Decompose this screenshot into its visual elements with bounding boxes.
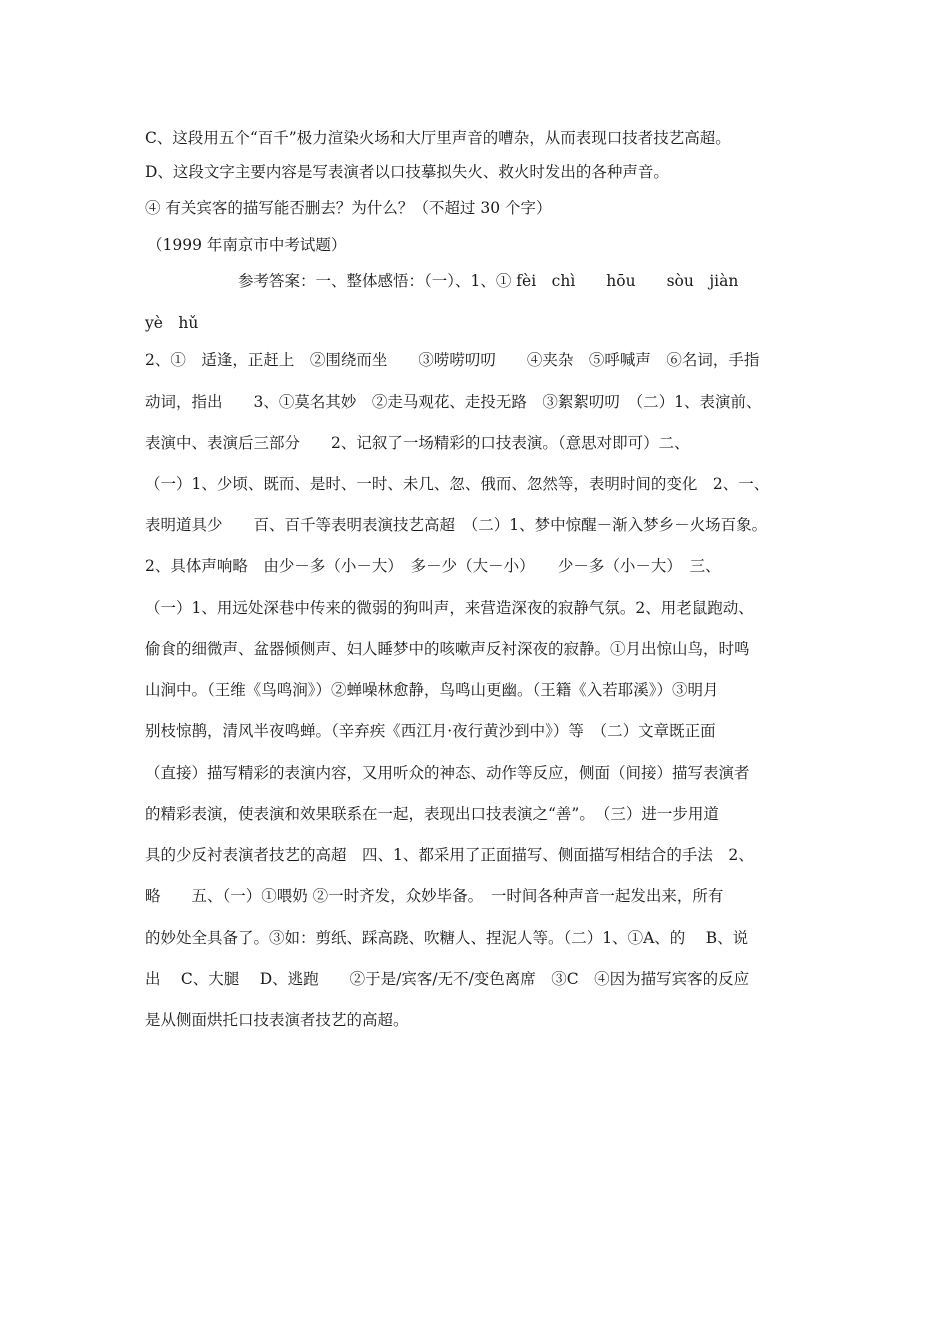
answer-text-line: 偷食的细微声、盆器倾侧声、妇人睡梦中的咳嗽声反衬深夜的寂静。①月出惊山鸟，时鸣 [145,640,750,658]
answer-text-line: 的妙处全具备了。③如：剪纸、踩高跷、吹糖人、捏泥人等。（二）1、①A、的 B、说 [145,929,749,947]
answer-text-line: （一）1、少顷、既而、是时、一时、未几、忽、俄而、忽然等，表明时间的变化 2、一、 [145,475,770,493]
answer-text-line: （一）1、用远处深巷中传来的微弱的狗叫声，来营造深夜的寂静气氛。2、用老鼠跑动、 [145,599,754,617]
answer-text-line: 表明道具少 百、百千等表明表演技艺高超 （二）1、梦中惊醒－渐入梦乡－火场百象。 [145,516,768,534]
answer-text-line: 别枝惊鹊，清风半夜鸣蝉。（辛弃疾《西江月·夜行黄沙到中》）等 （二）文章既正面 [145,722,716,740]
answer-text-line: 的精彩表演，使表演和效果联系在一起，表现出口技表演之“善”。 （三）进一步用道 [145,805,719,823]
answer-text-line: 山涧中。（王维《鸟鸣涧》）②蝉噪林愈静，鸟鸣山更幽。（王籍《入若耶溪》）③明月 [145,681,719,699]
answers-heading-line: 参考答案：一、整体感悟：（一）、1、① fèi chì hōu sòu jiàn [238,272,739,290]
answer-text-line: 2、具体声响略 由少－多（小－大） 多－少（大－小） 少－多（小－大） 三、 [145,557,721,575]
answer-text-line: 是从侧面烘托口技表演者技艺的高超。 [145,1011,409,1029]
answer-text-line: 略 五、（一）①喂奶 ②一时齐发，众妙毕备。 一时间各种声音一起发出来，所有 [145,887,724,905]
answer-text-line: 出 C、大腿 D、逃跑 ②于是/宾客/无不/变色离席 ③C ④因为描写宾客的反应 [145,970,750,988]
answer-text-line: 动词，指出 3、①莫名其妙 ②走马观花、走投无路 ③絮絮叨叨 （二）1、表演前、 [145,393,762,411]
answer-text-line: 具的少反衬表演者技艺的高超 四、1、都采用了正面描写、侧面描写相结合的手法 2、 [145,846,754,864]
pinyin-continuation-line: yè hǔ [145,314,199,332]
answer-text-line: （直接）描写精彩的表演内容，又用听众的神态、动作等反应，侧面（间接）描写表演者 [145,764,750,782]
option-d-line: D、这段文字主要内容是写表演者以口技摹拟失火、救火时发出的各种声音。 [145,163,669,181]
question-4-line: ④ 有关宾客的描写能否删去？为什么？（不超过 30 个字） [145,199,552,217]
option-c-line: C、这段用五个“百千”极力渲染火场和大厅里声音的嘈杂，从而表现口技者技艺高超。 [145,129,731,147]
exam-source-line: （1999 年南京市中考试题） [147,236,347,254]
answer-text-line: 表演中、表演后三部分 2、记叙了一场精彩的口技表演。（意思对即可）二、 [145,434,690,452]
answer-text-line: 2、① 适逢，正赶上 ②围绕而坐 ③唠唠叨叨 ④夹杂 ⑤呼喊声 ⑥名词，手指 [145,351,760,369]
